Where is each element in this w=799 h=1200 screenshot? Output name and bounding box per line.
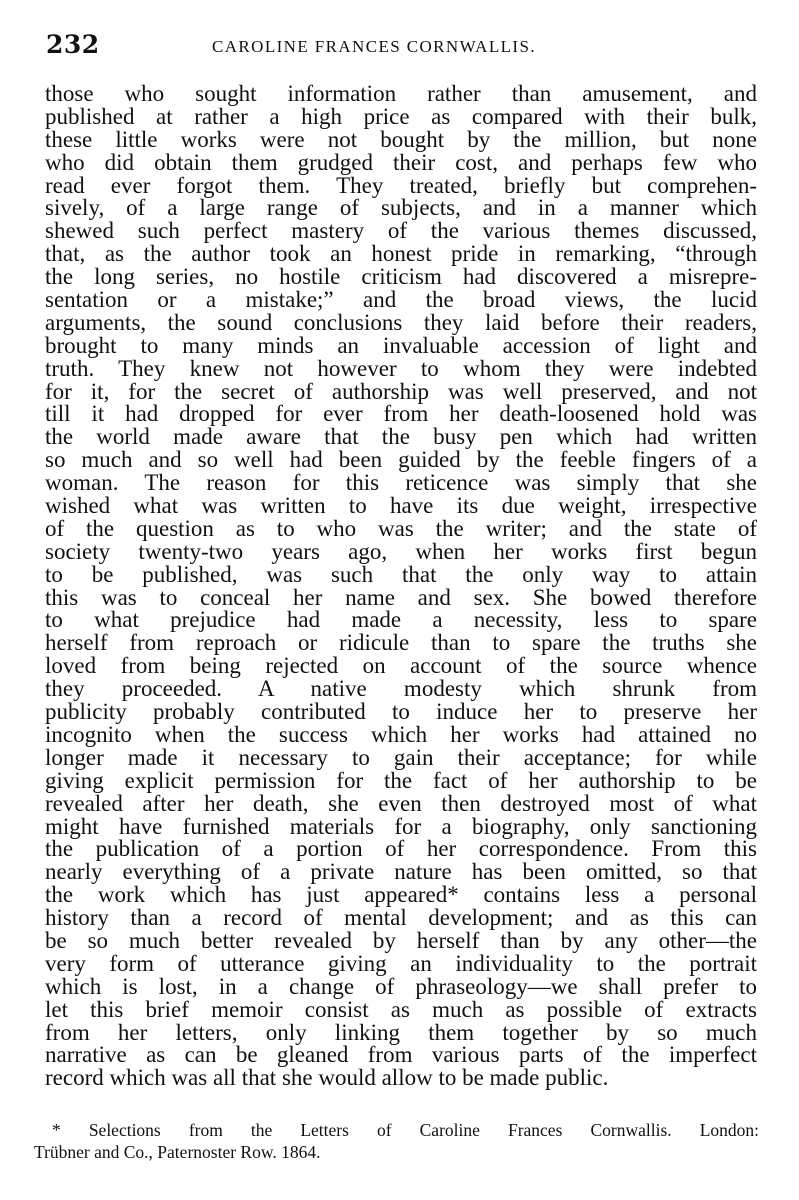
text-line: nearly everything of a private nature has been omitted, so that (45, 859, 757, 885)
text-line: let this brief memoir consist as much as possible of extracts (45, 996, 757, 1022)
text-line: sentation or a mistake;” and the broad views, the lucid (45, 287, 757, 313)
text-line: wished what was written to have its due weight, irrespective (45, 493, 757, 519)
text-line: loved from being rejected on account of the source whence (45, 653, 757, 679)
text-line: revealed after her death, she even then destroyed most of what (45, 790, 757, 816)
footnote-line: * Selections from the Letters of Caroline Frances Cornwallis. London: (52, 1120, 759, 1140)
text-line: from her letters, only linking them together by so much (45, 1019, 757, 1045)
text-line: till it had dropped for ever from her death-loosened hold was (45, 401, 757, 427)
text-line: truth. They knew not however to whom they were indebted (45, 355, 757, 381)
text-line: very form of utterance giving an individuality to the portrait (45, 950, 757, 976)
text-line: of the question as to who was the writer; and the state of (45, 515, 757, 541)
text-line: incognito when the success which her works had attained no (45, 721, 757, 747)
text-line: published at rather a high price as compared with their bulk, (45, 103, 757, 129)
running-head: CAROLINE FRANCES CORNWALLIS. (212, 37, 536, 56)
text-line: herself from reproach or ridicule than to spare the truths she (45, 630, 757, 656)
text-line: which is lost, in a change of phraseology—we shall prefer to (45, 973, 757, 999)
text-line: that, as the author took an honest pride in remarking, “through (45, 241, 757, 267)
text-line: shewed such perfect mastery of the various themes discussed, (45, 218, 757, 244)
text-line: for it, for the secret of authorship was well preserved, and not (45, 378, 757, 404)
text-line: the publication of a portion of her correspondence. From this (45, 836, 757, 862)
text-line: sively, of a large range of subjects, and in a manner which (45, 195, 757, 221)
text-line: society twenty-two years ago, when her works first begun (45, 538, 757, 564)
page-number: 232 (46, 30, 100, 59)
text-line: those who sought information rather than amusement, and (45, 81, 757, 106)
text-line: who did obtain them grudged their cost, and perhaps few who (45, 149, 757, 175)
text-line: history than a record of mental development; and as this can (45, 905, 757, 931)
text-line: so much and so well had been guided by the feeble fingers of a (45, 447, 757, 473)
text-line: to be published, was such that the only way to attain (45, 561, 757, 587)
text-line: might have furnished materials for a biography, only sanctioning (45, 813, 757, 839)
text-line: arguments, the sound conclusions they laid before their readers, (45, 309, 757, 335)
footnote-line: Trübner and Co., Paternoster Row. 1864. (34, 1142, 321, 1162)
text-line: longer made it necessary to gain their acceptance; for while (45, 744, 757, 770)
page-header (46, 30, 759, 70)
text-line: brought to many minds an invaluable accession of light and (45, 332, 757, 358)
text-line: publicity probably contributed to induce her to preserve her (45, 699, 757, 725)
text-line: the long series, no hostile criticism had discovered a misrepre- (45, 264, 757, 290)
text-line: record which was all that she would allow to be made public. (45, 1065, 609, 1091)
text-line: the world made aware that the busy pen which had written (45, 424, 757, 450)
text-line: narrative as can be gleaned from various parts of the imperfect (45, 1042, 757, 1068)
text-line: read ever forgot them. They treated, briefly but comprehen- (45, 172, 757, 198)
text-line: they proceeded. A native modesty which shrunk from (45, 676, 757, 702)
body-paragraph (45, 83, 757, 1090)
text-line: to what prejudice had made a necessity, less to spare (45, 607, 757, 633)
text-line: these little works were not bought by the million, but none (45, 126, 757, 152)
text-line: woman. The reason for this reticence was simply that she (45, 470, 757, 496)
text-line: this was to conceal her name and sex. She bowed therefore (45, 584, 757, 610)
text-line: be so much better revealed by herself than by any other—the (45, 927, 757, 953)
text-line: the work which has just appeared* contains less a personal (45, 882, 757, 908)
footnote (34, 1119, 759, 1163)
text-line: giving explicit permission for the fact of her authorship to be (45, 767, 757, 793)
